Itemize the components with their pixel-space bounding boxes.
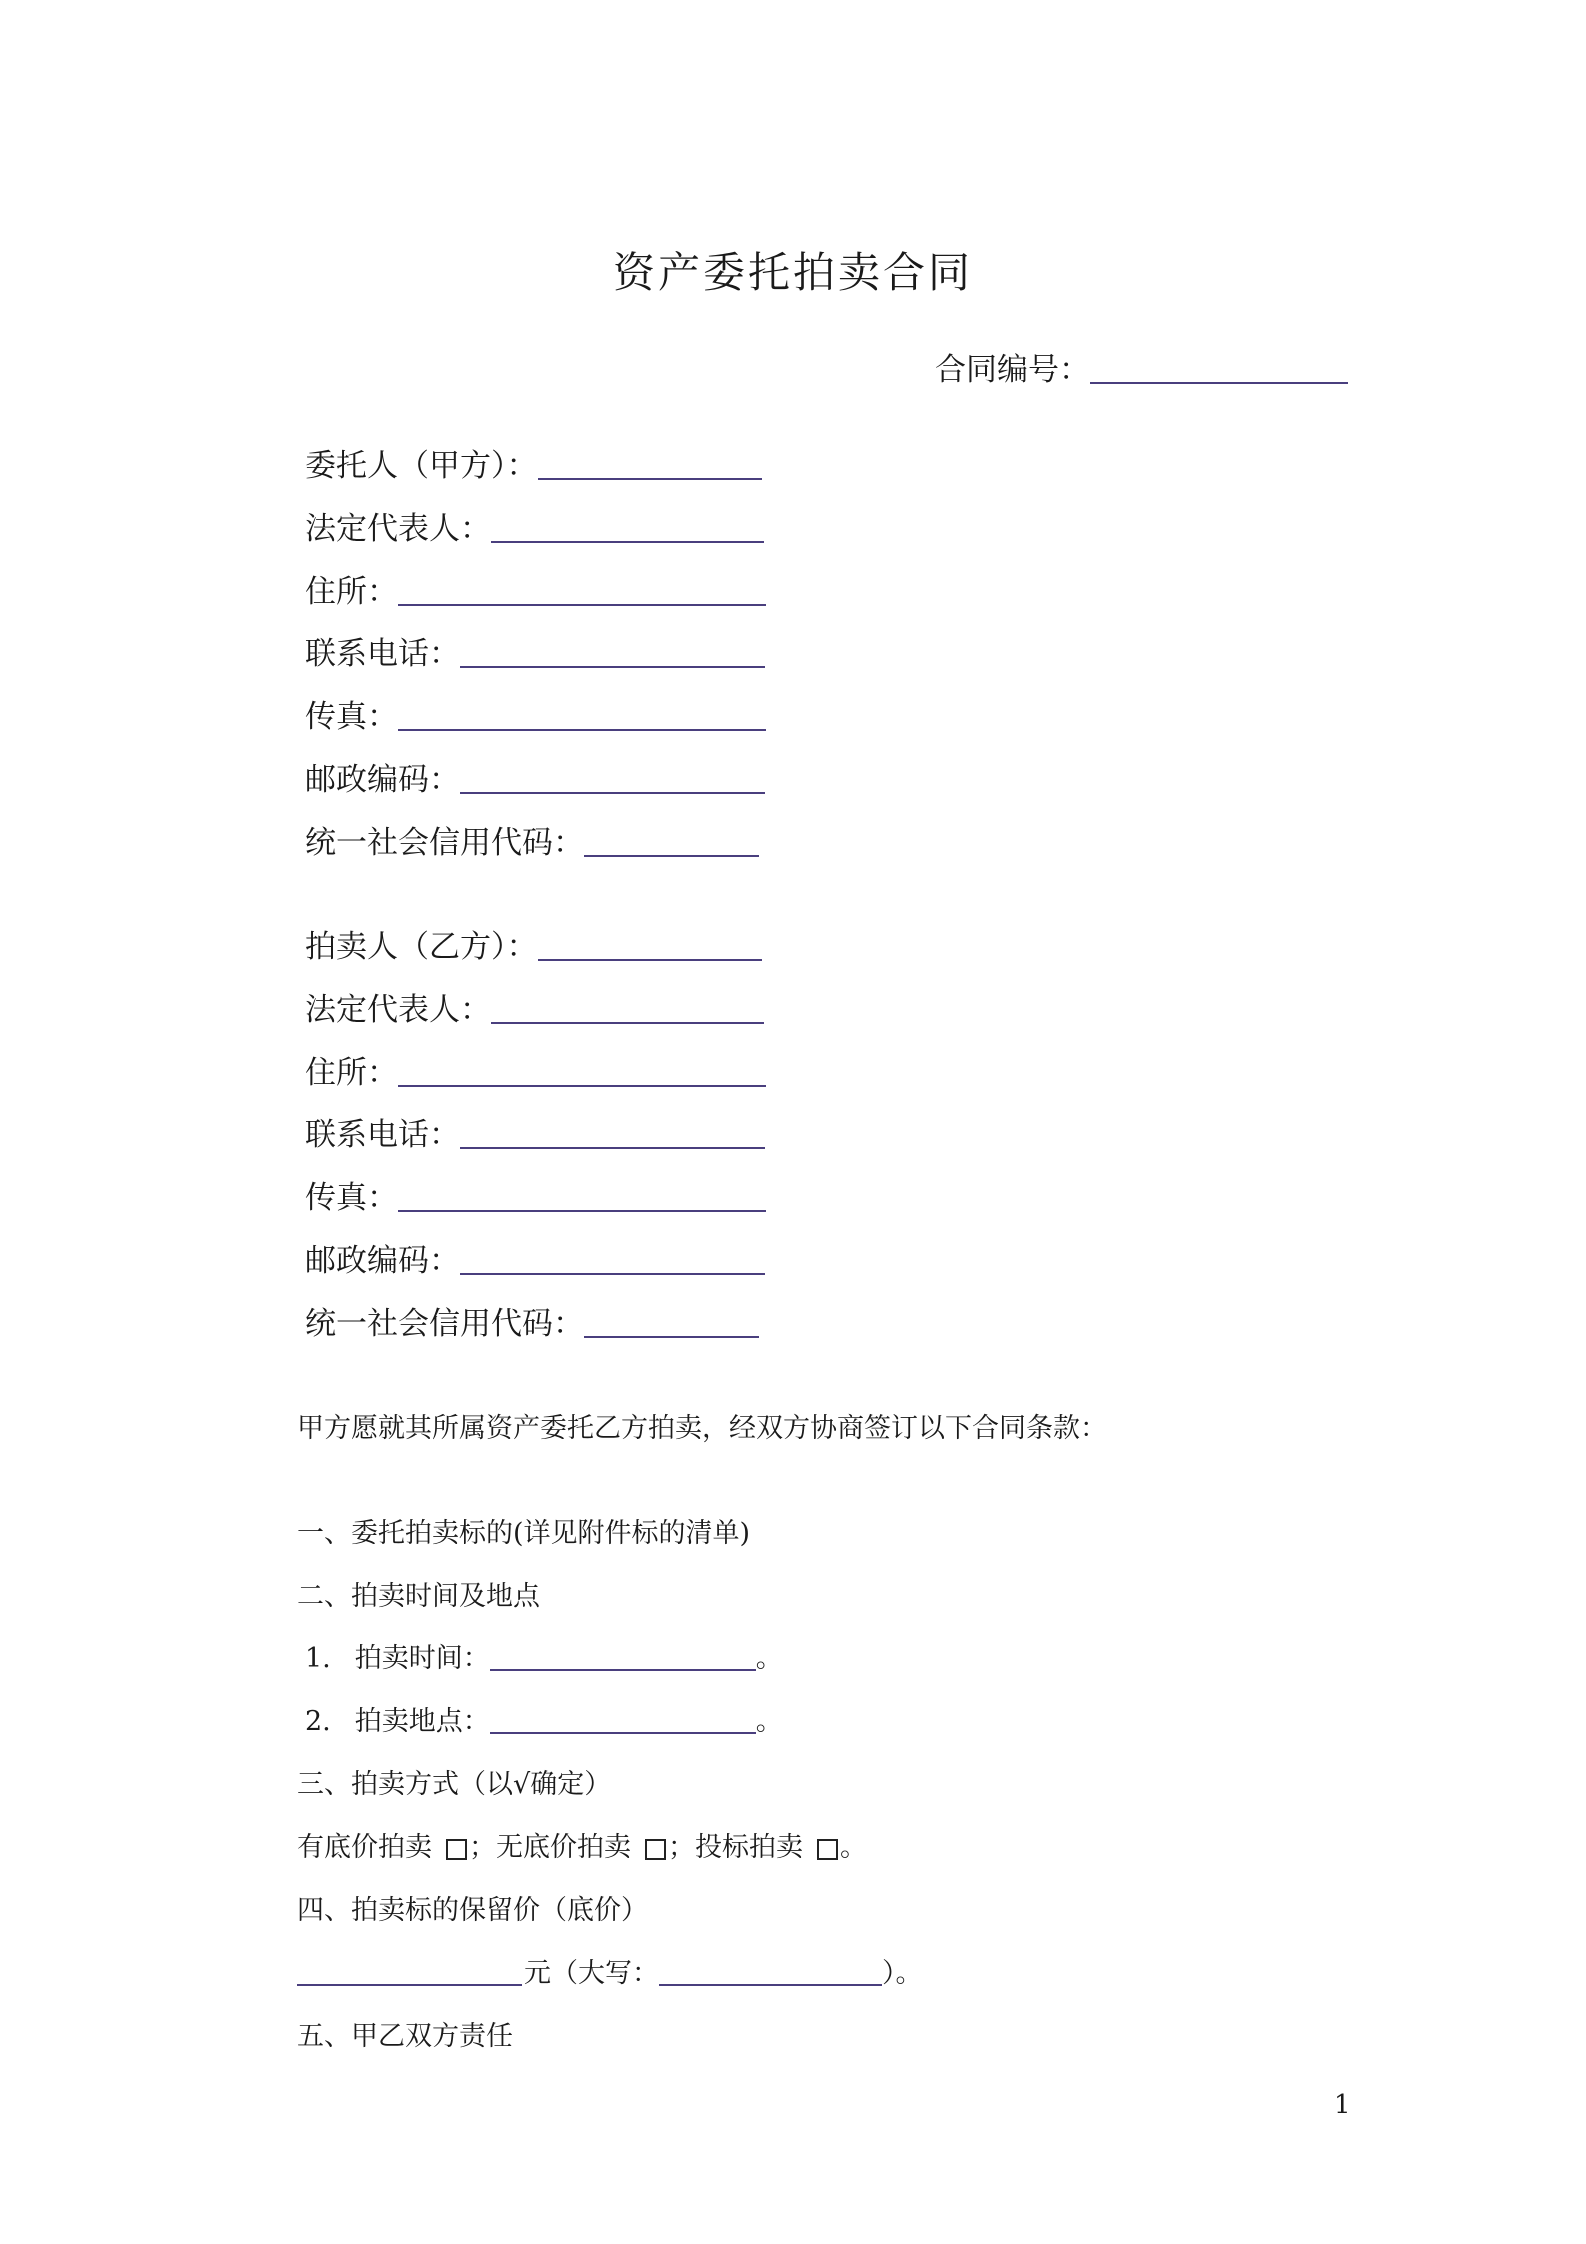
party-a-address-label: 住所：: [305, 574, 398, 610]
auction-place-field[interactable]: [490, 1732, 756, 1734]
party-a-credit-row: [305, 823, 759, 863]
party-a-fax-field[interactable]: [398, 729, 766, 731]
clause-2-1-row: [305, 1641, 783, 1677]
option-tender-label: ；投标拍卖: [668, 1832, 803, 1863]
party-a-name-row: [305, 446, 762, 486]
auction-time-label: 拍卖时间：: [354, 1643, 490, 1674]
party-b-address-field[interactable]: [398, 1085, 766, 1087]
party-a-fax-label: 传真：: [305, 699, 398, 735]
reserve-price-words-field[interactable]: [659, 1984, 882, 1986]
party-b-postcode-label: 邮政编码：: [305, 1243, 460, 1279]
clause-2-2-row: [305, 1704, 783, 1740]
party-a-name-label: 委托人（甲方）：: [305, 448, 538, 484]
document-title: 资产委托拍卖合同: [612, 248, 973, 297]
party-a-phone-row: [305, 634, 765, 674]
party-a-postcode-label: 邮政编码：: [305, 762, 460, 798]
party-b-postcode-row: [305, 1241, 765, 1281]
option-no-reserve-checkbox[interactable]: [645, 1839, 666, 1860]
page-number: 1: [1334, 2090, 1351, 2120]
clause-4-heading: 四、拍卖标的保留价（底价）: [297, 1895, 648, 1926]
party-a-phone-label: 联系电话：: [305, 636, 460, 672]
reserve-price-row: [297, 1956, 923, 1992]
clause-1-heading: 一、委托拍卖标的(详见附件标的清单): [297, 1518, 751, 1549]
party-a-address-row: [305, 572, 766, 612]
reserve-price-unit-label: 元（大写：: [524, 1958, 659, 1989]
party-b-credit-label: 统一社会信用代码：: [305, 1306, 584, 1342]
party-b-fax-field[interactable]: [398, 1210, 766, 1212]
party-a-credit-field[interactable]: [584, 855, 759, 857]
party-b-postcode-field[interactable]: [460, 1273, 765, 1275]
party-b-fax-label: 传真：: [305, 1180, 398, 1216]
auction-time-field[interactable]: [490, 1669, 756, 1671]
clause-2-2-number: 2.: [305, 1706, 331, 1737]
party-a-name-field[interactable]: [538, 478, 762, 480]
party-b-phone-label: 联系电话：: [305, 1117, 460, 1153]
party-b-name-row: [305, 927, 762, 967]
auction-place-label: 拍卖地点：: [354, 1706, 490, 1737]
auction-method-options: [297, 1830, 867, 1866]
party-a-credit-label: 统一社会信用代码：: [305, 825, 584, 861]
party-b-rep-field[interactable]: [491, 1022, 764, 1024]
intro-paragraph: 甲方愿就其所属资产委托乙方拍卖，经双方协商签订以下合同条款：: [297, 1413, 1107, 1444]
party-b-name-label: 拍卖人（乙方）：: [305, 929, 538, 965]
party-b-phone-field[interactable]: [460, 1147, 765, 1149]
party-a-address-field[interactable]: [398, 604, 766, 606]
clause-5-heading: 五、甲乙双方责任: [297, 2021, 513, 2052]
clause-2-2-period: 。: [755, 1706, 783, 1737]
clause-3-end: 。: [840, 1832, 867, 1863]
party-a-phone-field[interactable]: [460, 666, 765, 668]
party-b-credit-row: [305, 1304, 759, 1344]
party-a-rep-field[interactable]: [491, 541, 764, 543]
party-b-phone-row: [305, 1115, 765, 1155]
party-a-rep-row: [305, 509, 764, 549]
option-reserve-checkbox[interactable]: [446, 1839, 467, 1860]
party-b-rep-row: [305, 990, 764, 1030]
contract-number-field[interactable]: [1090, 382, 1348, 384]
contract-number-row: [935, 350, 1348, 390]
party-a-postcode-field[interactable]: [460, 792, 765, 794]
clause-2-heading: 二、拍卖时间及地点: [297, 1581, 540, 1612]
party-a-fax-row: [305, 697, 766, 737]
party-b-name-field[interactable]: [538, 959, 762, 961]
option-tender-checkbox[interactable]: [817, 1839, 838, 1860]
party-b-address-label: 住所：: [305, 1055, 398, 1091]
clause-2-1-number: 1.: [305, 1643, 331, 1674]
party-a-rep-label: 法定代表人：: [305, 511, 491, 547]
clause-2-1-period: 。: [755, 1643, 783, 1674]
party-b-fax-row: [305, 1178, 766, 1218]
reserve-price-end: ）。: [882, 1958, 923, 1989]
option-no-reserve-label: ；无底价拍卖: [469, 1832, 631, 1863]
clause-3-heading: 三、拍卖方式（以√确定）: [297, 1769, 612, 1800]
contract-number-label: 合同编号：: [935, 352, 1090, 388]
party-b-rep-label: 法定代表人：: [305, 992, 491, 1028]
option-reserve-label: 有底价拍卖: [297, 1832, 432, 1863]
party-b-address-row: [305, 1053, 766, 1093]
party-b-credit-field[interactable]: [584, 1336, 759, 1338]
reserve-price-amount-field[interactable]: [297, 1984, 522, 1986]
party-a-postcode-row: [305, 760, 765, 800]
